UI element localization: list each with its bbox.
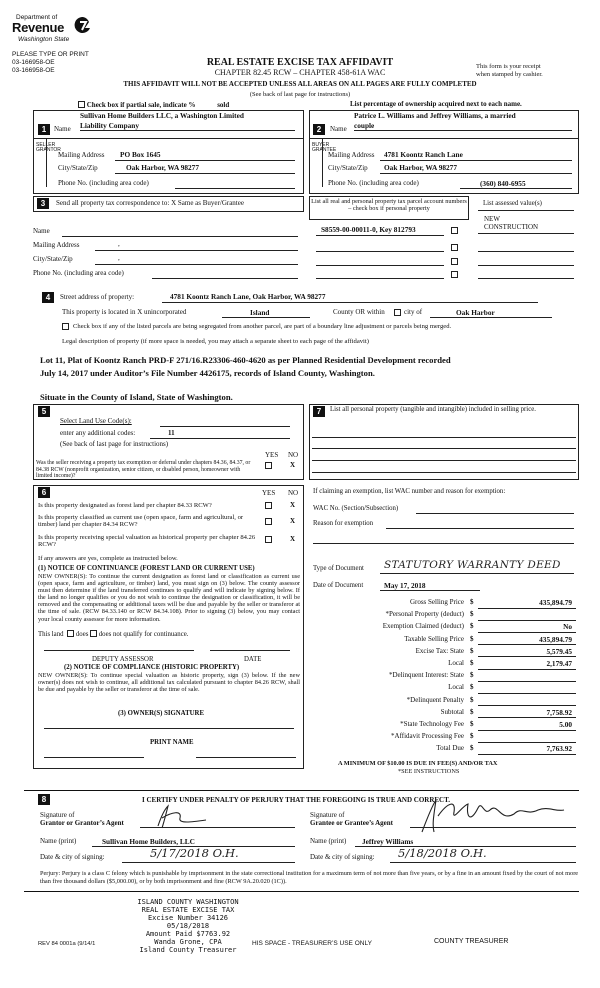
county-or-text: County OR within: [333, 308, 385, 316]
parcel-header: List all real and personal property tax parcel account numbers – check box if personal property: [311, 198, 467, 213]
personal-property-label: List all personal property (tangible and intangible) included in selling price.: [330, 406, 536, 413]
sec6-no: NO: [288, 489, 299, 497]
calc-row-value: 435,894.79: [539, 598, 572, 607]
stamp-line2: REAL ESTATE EXCISE TAX: [141, 906, 235, 914]
legal-label: Legal description of property (if more space is needed, you may attach a separate sheet to each page of the affidavit): [62, 338, 369, 345]
if-yes-text: If any answers are yes, complete as instructed below.: [38, 555, 178, 562]
grantee-agent-label: Grantee or Grantee’s Agent: [310, 819, 394, 827]
notice1-text: NEW OWNER(S): To continue the current designation as forest land or classification as current use (open space, farm and agriculture, or timber) land, you must sign on (3) below. The county assessor must then determine if the land transferred continues to qualify and will indicate by signing below. If the land no longer qualifies or you do not wish to continue the designation or classification, it will be removed and the compensating or additional taxes will be due and payable by the seller or transferor at the time of sale. (RCW 84.33.140 or RCW 84.34.108). Prior to signing (3) below, you may contact your local county assessor for more information.: [38, 573, 300, 623]
sec5-yes: YES: [265, 451, 279, 459]
see-back-note: (See back of last page for instructions): [249, 91, 351, 98]
seller-city-value: Oak Harbor, WA 98277: [126, 163, 199, 172]
calc-row: [312, 695, 576, 706]
date-label: DATE: [244, 656, 262, 663]
notice2-text: NEW OWNER(S): To continue special valuation as historic property, sign (3) below. If the new owner(s) does not wish to continue, all additional tax calculated pursuant to chapter 84.26 RCW, shall be due and payable by the seller or transferor at the time of sale.: [38, 672, 300, 694]
calc-row-dollar: $: [470, 622, 474, 631]
seller-mail-label: Mailing Address: [58, 151, 105, 159]
rev-code: REV 84 0001a (9/14/1: [38, 941, 96, 947]
grantor-agent-label: Grantor or Grantor’s Agent: [40, 819, 124, 827]
seller-phone-label: Phone No. (including area code): [58, 179, 149, 187]
calc-row: [312, 682, 576, 693]
calc-row: [312, 707, 576, 718]
see-instructions: *SEE INSTRUCTIONS: [398, 768, 460, 775]
section-4-number: 4: [42, 292, 54, 303]
calc-row-label: Total Due: [436, 744, 464, 753]
certify-text: I CERTIFY UNDER PENALTY OF PERJURY THAT THE FOREGOING IS TRUE AND CORRECT.: [142, 796, 451, 804]
calc-row: [312, 646, 576, 657]
sec6-yes: YES: [262, 489, 276, 497]
city-of-label: city of: [404, 308, 423, 316]
land-use-code: 11: [168, 429, 175, 437]
street-value: 4781 Koontz Ranch Lane, Oak Harbor, WA 98277: [170, 292, 326, 301]
seller-city-label: City/State/Zip: [58, 164, 98, 172]
notice1-title: (1) NOTICE OF CONTINUANCE (FOREST LAND OR CURRENT USE): [38, 565, 255, 572]
section-6-number: 6: [38, 487, 50, 498]
this-land-label: This land: [38, 631, 64, 638]
seller-name-line1: Sullivan Home Builders LLC, a Washington Limited: [80, 111, 244, 120]
calc-row-dollar: $: [470, 634, 474, 643]
calc-row-label: *Delinquent Interest: State: [388, 671, 464, 680]
revenue-logo-icon: [74, 16, 92, 36]
grantor-date-value: 5/17/2018 O.H.: [150, 846, 239, 860]
calc-row-label: Taxable Selling Price: [404, 634, 464, 643]
print-name-label: PRINT NAME: [150, 739, 194, 746]
additional-codes-label: enter any additional codes:: [60, 429, 136, 437]
treasurer-only: HIS SPACE - TREASURER’S USE ONLY: [252, 940, 372, 947]
calc-row-value: No: [563, 622, 572, 632]
stamp-line4: 05/18/2018: [166, 922, 210, 930]
buyer-mail-value: 4781 Koontz Ranch Lane: [384, 150, 463, 159]
calc-row-dollar: $: [470, 695, 474, 704]
ownership-note: List percentage of ownership acquired next to each name.: [350, 100, 522, 108]
parcel-checkbox-2[interactable]: [451, 244, 458, 251]
form-title: REAL ESTATE EXCISE TAX AFFIDAVIT: [206, 57, 394, 68]
buyer-name-line2: couple: [354, 121, 375, 130]
assessed-value-2: CONSTRUCTION: [484, 223, 539, 231]
grantor-name-label: Name (print): [40, 837, 77, 845]
stamp-line7: Island County Treasurer: [139, 946, 237, 954]
calc-row: [312, 597, 576, 608]
minimum-text: A MINIMUM OF $10.00 IS DUE IN FEE(S) AND/OR TAX: [338, 760, 498, 767]
buyer-side-label: BUYER GRANTEE: [312, 142, 337, 153]
parcel-checkbox-3[interactable]: [451, 258, 458, 265]
calc-row-label: Subtotal: [440, 707, 464, 716]
does-not-checkbox[interactable]: [90, 630, 97, 637]
calc-row-dollar: $: [470, 598, 474, 606]
street-label: Street address of property:: [60, 293, 135, 301]
legal-description-2: July 14, 2017 under Auditor’s File Number 4426175, records of Island County, Washington.: [40, 368, 375, 378]
calc-row-value: 5.00: [559, 720, 572, 729]
grantor-sig-label: Signature of: [40, 811, 75, 819]
buyer-phone-label: Phone No. (including area code): [328, 179, 419, 187]
owner-signature-label: (3) OWNER(S) SIGNATURE: [118, 710, 204, 717]
segregation-checkbox[interactable]: [62, 323, 69, 330]
receipt-note-2: when stamped by cashier.: [476, 71, 543, 78]
grantor-date-label: Date & city of signing:: [40, 853, 105, 861]
forest-x: X: [290, 501, 296, 509]
seller-name-label: Name: [54, 125, 71, 133]
calc-row-value: 435,894.79: [539, 634, 572, 644]
section-7-number: 7: [313, 406, 325, 417]
calc-row: [312, 621, 576, 632]
tax-city-label: City/State/Zip: [33, 255, 73, 263]
see-back-5: (See back of last page for instructions): [60, 440, 169, 448]
form-code-2: 03-166958-OE: [12, 67, 55, 74]
tax-corr-label: Send all property tax correspondence to: X Same as Buyer/Grantee: [56, 199, 244, 207]
partial-sale-label: Check box if partial sale, indicate %: [86, 101, 196, 109]
grantee-name-label: Name (print): [310, 837, 347, 845]
calc-row-label: Exemption Claimed (deduct): [382, 622, 464, 631]
calc-row-dollar: $: [470, 683, 474, 692]
stamp-line5: Amount Paid $7763.92: [145, 930, 231, 938]
situate-text: Situate in the County of Island, State of Washington.: [40, 392, 233, 402]
parcel-checkbox-4[interactable]: [451, 271, 458, 278]
tax-name-label: Name: [33, 227, 50, 235]
form-code-1: 03-166958-OE: [12, 59, 55, 66]
grantee-signature: [418, 796, 568, 836]
doc-type-value: STATUTORY WARRANTY DEED: [384, 559, 561, 571]
grantee-date-label: Date & city of signing:: [310, 853, 375, 861]
current-use-x: X: [290, 517, 296, 525]
calc-row-value: 2,179.47: [546, 659, 572, 668]
calc-row-dollar: $: [470, 659, 474, 667]
dept-logo: [12, 14, 102, 54]
receipt-note-1: This form is your receipt: [476, 63, 541, 70]
section-7-box: [309, 404, 579, 480]
calc-row: [312, 743, 576, 754]
type-print-note: PLEASE TYPE OR PRINT: [12, 51, 89, 58]
doc-type-label: Type of Document: [313, 565, 364, 572]
calc-row-value: 7,758.92: [546, 707, 572, 717]
historic-question: Is this property receiving special valuation as historical property per chapter 84.26 RCW?: [38, 534, 256, 549]
calc-row-dollar: $: [470, 610, 474, 619]
located-text: This property is located in X unincorporated: [62, 308, 187, 316]
legal-description-1: Lot 11, Plat of Koontz Ranch PRD-F 271/16.R23306-460-4620 as per Planned Residential Development recorded: [40, 355, 451, 365]
buyer-city-label: City/State/Zip: [328, 164, 368, 172]
section-8-number: 8: [38, 794, 50, 805]
calc-row-dollar: $: [470, 646, 474, 655]
sec5-yes-checkbox[interactable]: [265, 462, 272, 469]
calc-row: [312, 634, 576, 645]
calc-row-value: 5,579.45: [546, 646, 572, 656]
calc-row-dollar: $: [470, 671, 474, 680]
wac-label: WAC No. (Section/Subsection): [313, 505, 399, 512]
forest-yes-checkbox[interactable]: [265, 502, 272, 509]
calc-row-label: Gross Selling Price: [409, 598, 464, 606]
parcel-account-1: S8559-00-00011-0, Key 812793: [321, 225, 416, 234]
current-use-question: Is this property classified as current use (open space, farm and agricultural, or timber) land per chapter 84.34 RCW?: [38, 514, 244, 529]
segregation-text: Check box if any of the listed parcels are being segregated from another parcel, are part of a boundary line adjustment or parcels being merged.: [73, 323, 452, 330]
tax-phone-label: Phone No. (including area code): [33, 269, 124, 277]
dept-line3: Washington State: [18, 36, 70, 43]
city-of-checkbox[interactable]: [394, 309, 401, 316]
calc-row-label: Excise Tax: State: [415, 646, 464, 655]
exemption-question: Was the seller receiving a property tax exemption or deferral under chapters 84.36, 84.37, or 84.38 RCW (nonprofit organization, senior citizen, or disabled person, homeowner with limited income)?: [36, 460, 251, 479]
grantee-sig-label: Signature of: [310, 811, 345, 819]
historic-x: X: [290, 535, 296, 543]
dept-line2: Revenue: [12, 20, 65, 35]
buyer-name-line1: Patrice L. Williams and Jeffrey Williams, a married: [354, 111, 516, 120]
reason-label: Reason for exemption: [313, 520, 374, 527]
sold-label: sold: [217, 101, 230, 109]
seller-side-label: SELLER GRANTOR: [36, 142, 61, 153]
county-treasurer: COUNTY TREASURER: [434, 938, 509, 945]
dept-line1: Department of: [16, 14, 58, 21]
calc-row-label: Local: [448, 683, 464, 692]
tax-mail-value: ,: [118, 240, 120, 248]
buyer-mail-label: Mailing Address: [328, 151, 375, 159]
historic-yes-checkbox[interactable]: [265, 536, 272, 543]
calc-row-dollar: $: [470, 744, 474, 753]
stamp-line1: ISLAND COUNTY WASHINGTON: [137, 898, 239, 906]
buyer-city-value: Oak Harbor, WA 98277: [384, 163, 457, 172]
calc-row: [312, 670, 576, 681]
deputy-label: DEPUTY ASSESSOR: [92, 656, 154, 663]
calc-row-label: *State Technology Fee: [400, 720, 464, 728]
grantor-signature: [152, 804, 212, 830]
treasurer-stamp: [100, 898, 276, 954]
section-5-number: 5: [38, 406, 50, 417]
calc-row-dollar: $: [470, 720, 474, 728]
calc-row: [312, 719, 576, 730]
assessed-value-1: NEW: [484, 215, 500, 223]
county-value: Island: [250, 308, 270, 317]
parcel-checkbox-1[interactable]: [451, 227, 458, 234]
stamp-line6: Wanda Grone, CPA: [154, 938, 222, 946]
does-checkbox[interactable]: [67, 630, 74, 637]
forest-question: Is this property designated as forest land per chapter 84.33 RCW?: [38, 502, 212, 509]
tax-city-value: ,: [118, 254, 120, 262]
calc-row-dollar: $: [470, 732, 474, 741]
tax-mail-label: Mailing Address: [33, 241, 80, 249]
calc-row-value: 7,763.92: [546, 744, 572, 754]
tax-calculation: [312, 597, 576, 757]
sec5-x-mark: X: [290, 461, 296, 469]
buyer-phone-value: (360) 840-6955: [480, 179, 526, 188]
assessed-header: List assessed value(s): [483, 200, 542, 207]
sec5-no: NO: [288, 451, 299, 459]
city-value: Oak Harbor: [456, 308, 495, 317]
section-1-number: 1: [38, 124, 50, 135]
notice2-title: (2) NOTICE OF COMPLIANCE (HISTORIC PROPERTY): [64, 664, 240, 671]
current-use-yes-checkbox[interactable]: [265, 518, 272, 525]
land-does-row: [38, 630, 188, 639]
partial-sale-checkbox[interactable]: [78, 101, 85, 108]
perjury-text: Perjury: Perjury is a class C felony which is punishable by imprisonment in the state correctional institution for a maximum term of not more than five years, or by a fine in an amount fixed by the court of not more than five thousand dollars ($5,000.00), or by both imprisonment and fine (RCW 9A.20.020 (1C)).: [40, 870, 579, 885]
calc-row: [312, 609, 576, 620]
warning-text: THIS AFFIDAVIT WILL NOT BE ACCEPTED UNLESS ALL AREAS ON ALL PAGES ARE FULLY COMPLETED: [123, 80, 477, 88]
grantee-name-value: Jeffrey Williams: [362, 837, 414, 846]
seller-name-line2: Liability Company: [80, 121, 139, 130]
buyer-name-label: Name: [330, 125, 347, 133]
grantor-name-value: Sullivan Home Builders, LLC: [102, 837, 195, 846]
calc-row: [312, 658, 576, 669]
section-3-number: 3: [37, 198, 49, 209]
form-chapter: CHAPTER 82.45 RCW – CHAPTER 458-61A WAC: [214, 68, 386, 77]
section-2-number: 2: [313, 124, 325, 135]
grantee-date-value: 5/18/2018 O.H.: [398, 846, 487, 860]
does-not-label: does not qualify for continuance.: [98, 631, 189, 638]
calc-row-label: *Delinquent Penalty: [406, 695, 464, 704]
doc-date-value: May 17, 2018: [384, 581, 426, 590]
calc-row: [312, 731, 576, 742]
calc-row-label: *Affidavit Processing Fee: [391, 732, 464, 741]
exemption-label: If claiming an exemption, list WAC number and reason for exemption:: [313, 488, 506, 495]
calc-row-dollar: $: [470, 707, 474, 716]
does-label: does: [75, 631, 89, 638]
stamp-line3: Excise Number 34126: [147, 914, 229, 922]
seller-mail-value: PO Box 1645: [120, 150, 161, 159]
calc-row-label: Local: [448, 659, 464, 667]
doc-date-label: Date of Document: [313, 582, 364, 589]
land-use-label: Select Land Use Code(s):: [60, 417, 132, 425]
calc-row-label: *Personal Property (deduct): [385, 610, 464, 619]
